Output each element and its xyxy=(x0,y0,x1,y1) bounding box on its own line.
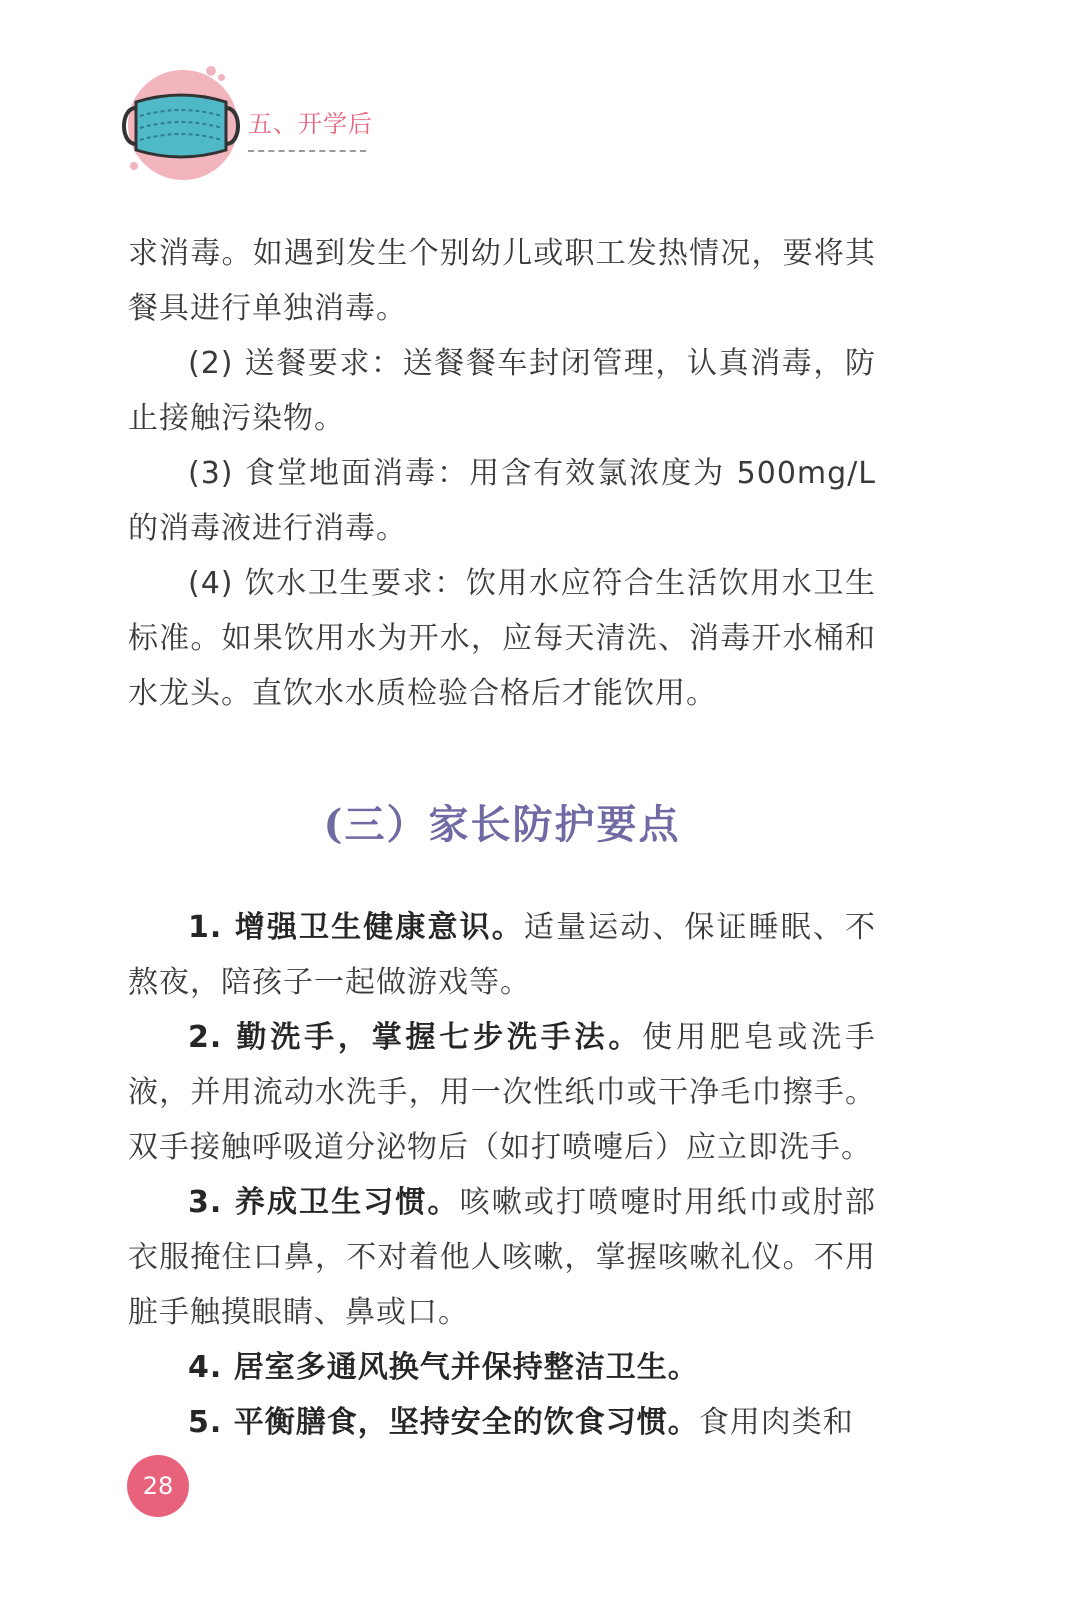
decor-dot xyxy=(218,74,225,81)
list-item xyxy=(128,1175,876,1340)
paragraph: (3) 食堂地面消毒：用含有效氯浓度为 500mg/L 的消毒液进行消毒。 xyxy=(128,456,876,546)
list-item xyxy=(128,1010,876,1175)
paragraph: (4) 饮水卫生要求：饮用水应符合生活饮用水卫生标准。如果饮用水为开水，应每天清洗、消毒开水桶和水龙头。直饮水水质检验合格后才能饮用。 xyxy=(128,566,876,711)
page-number: 28 xyxy=(127,1455,189,1517)
paragraph: 求消毒。如遇到发生个别幼儿或职工发热情况，要将其餐具进行单独消毒。 xyxy=(128,236,876,326)
chapter-title: 五、开学后 xyxy=(248,110,373,138)
decor-dot xyxy=(206,66,216,76)
header-divider xyxy=(248,150,366,152)
section-title: (三）家长防护要点 xyxy=(323,801,681,848)
list-item-text: 咳嗽或打喷嚏时用纸巾或肘部衣服掩住口鼻，不对着他人咳嗽，掌握咳嗽礼仪。不用脏手触摸眼睛、鼻或口。 xyxy=(128,1185,877,1330)
page-content xyxy=(128,226,876,1450)
list-item-lead: 4. 居室多通风换气并保持整洁卫生。 xyxy=(188,1350,699,1385)
face-mask-icon xyxy=(118,88,244,164)
list-item-text: 使用肥皂或洗手液，并用流动水洗手，用一次性纸巾或干净毛巾擦手。双手接触呼吸道分泌物后（如打喷嚏后）应立即洗手。 xyxy=(128,1020,876,1165)
list-item-text: 适量运动、保证睡眠、不熬夜，陪孩子一起做游戏等。 xyxy=(128,910,876,1000)
paragraph: (2) 送餐要求：送餐餐车封闭管理，认真消毒，防止接触污染物。 xyxy=(128,346,876,436)
list-item xyxy=(128,900,876,1010)
list-item-text: 食用肉类和 xyxy=(698,1405,854,1440)
list-item-lead: 3. 养成卫生习惯。 xyxy=(188,1185,460,1220)
list-item-lead: 5. 平衡膳食，坚持安全的饮食习惯。 xyxy=(188,1405,699,1440)
chapter-header xyxy=(118,60,418,190)
list-item xyxy=(128,1340,876,1395)
list-item-lead: 1. 增强卫生健康意识。 xyxy=(188,910,524,945)
list-item-lead: 2. 勤洗手，掌握七步洗手法。 xyxy=(188,1020,643,1055)
list-item xyxy=(128,1395,876,1450)
